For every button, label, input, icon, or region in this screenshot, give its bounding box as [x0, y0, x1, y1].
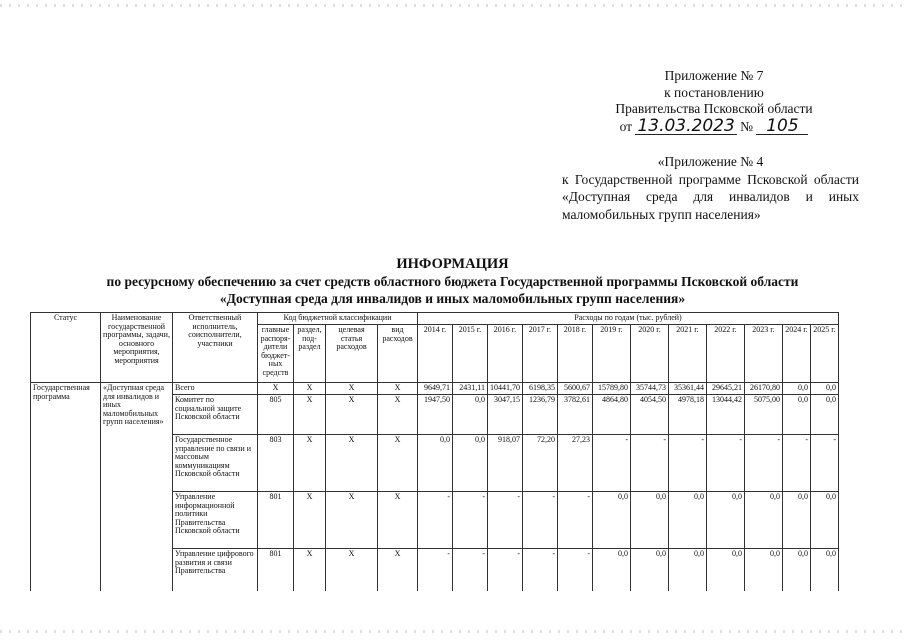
value-cell: 0,0 [783, 395, 811, 435]
executor-cell: Государственное управление по связи и массовым коммуникациям Псковской области [173, 435, 258, 492]
value-cell: 35744,73 [631, 383, 669, 395]
value-cell: 6198,35 [523, 383, 558, 395]
title-line-2: по ресурсному обеспечению за счет средств областного бюджета Государственной программы Псковской области [106, 274, 799, 289]
value-cell: - [631, 435, 669, 492]
header-year: 2018 г. [558, 325, 593, 383]
value-cell: 4054,50 [631, 395, 669, 435]
header-year: 2025 г. [811, 325, 839, 383]
header-year: 2019 г. [593, 325, 631, 383]
header-year: 2016 г. [488, 325, 523, 383]
value-cell: 13044,42 [707, 395, 745, 435]
executor-cell: Комитет по социальной защите Псковской области [173, 395, 258, 435]
header-csr: целевая статья расходов [326, 325, 378, 383]
grbs-cell: 803 [258, 435, 294, 492]
value-cell: - [558, 492, 593, 549]
value-cell: - [669, 435, 707, 492]
program-name-cell: «Доступная среда для инвалидов и иных маломобильных групп населения» [101, 383, 173, 591]
csr-cell: Х [326, 435, 378, 492]
program-appendix-number: «Приложение № 4 [657, 154, 764, 169]
value-cell: 0,0 [811, 383, 839, 395]
header-razdel: раздел, под-раздел [294, 325, 326, 383]
header-year: 2014 г. [418, 325, 453, 383]
program-appendix-body: к Государственной программе Псковской области «Доступная среда для инвалидов и иных маломобильных групп населения» [562, 171, 859, 222]
number-prefix: № [740, 118, 754, 134]
value-cell: 10441,70 [488, 383, 523, 395]
value-cell: 0,0 [783, 549, 811, 591]
grbs-cell: Х [258, 383, 294, 395]
header-year: 2024 г. [783, 325, 811, 383]
value-cell: 1947,50 [418, 395, 453, 435]
value-cell: 3782,61 [558, 395, 593, 435]
executor-cell: Управление информационной политики Правительства Псковской области [173, 492, 258, 549]
scan-noise-top [0, 4, 905, 7]
header-year: 2020 г. [631, 325, 669, 383]
value-cell: - [745, 435, 783, 492]
vr-cell: Х [378, 492, 418, 549]
value-cell: 0,0 [707, 549, 745, 591]
grbs-cell: 801 [258, 492, 294, 549]
vr-cell: Х [378, 383, 418, 395]
header-year: 2017 г. [523, 325, 558, 383]
document-title [20, 255, 885, 307]
value-cell: 27,23 [558, 435, 593, 492]
grbs-cell: 801 [258, 549, 294, 591]
value-cell: 0,0 [593, 549, 631, 591]
value-cell: 0,0 [811, 492, 839, 549]
header-budget-code: Код бюджетной классификации [258, 313, 418, 325]
value-cell: - [523, 492, 558, 549]
razdel-cell: Х [294, 395, 326, 435]
value-cell: 26170,80 [745, 383, 783, 395]
scan-noise-bottom [0, 630, 905, 633]
value-cell: - [811, 435, 839, 492]
value-cell: 0,0 [631, 549, 669, 591]
value-cell: 9649,71 [418, 383, 453, 395]
value-cell: 72,20 [523, 435, 558, 492]
title-main: ИНФОРМАЦИЯ [396, 256, 509, 272]
value-cell: 0,0 [593, 492, 631, 549]
value-cell: 0,0 [453, 395, 488, 435]
table-header-row-1 [31, 313, 839, 325]
handwritten-number: 105 [756, 118, 808, 136]
csr-cell: Х [326, 395, 378, 435]
value-cell: - [523, 549, 558, 591]
value-cell: 0,0 [783, 383, 811, 395]
value-cell: - [418, 492, 453, 549]
value-cell: - [488, 492, 523, 549]
program-appendix-note [562, 153, 859, 223]
csr-cell: Х [326, 549, 378, 591]
value-cell: 0,0 [745, 549, 783, 591]
value-cell: 0,0 [669, 492, 707, 549]
handwritten-date: 13.03.2023 [637, 115, 735, 136]
value-cell: 4864,80 [593, 395, 631, 435]
header-year: 2021 г. [669, 325, 707, 383]
header-year: 2023 г. [745, 325, 783, 383]
csr-cell: Х [326, 383, 378, 395]
value-cell: 5075,00 [745, 395, 783, 435]
value-cell: - [783, 435, 811, 492]
header-vr: вид расходов [378, 325, 418, 383]
value-cell: 29645,21 [707, 383, 745, 395]
value-cell: 0,0 [745, 492, 783, 549]
resolution-ref: к постановлению [664, 84, 764, 100]
value-cell: 0,0 [707, 492, 745, 549]
razdel-cell: Х [294, 383, 326, 395]
value-cell: 0,0 [783, 492, 811, 549]
value-cell: - [453, 549, 488, 591]
header-name: Наименование государственной программы, задачи, основного мероприятия, мероприятия [101, 313, 173, 383]
header-grbs: главные распоря-дители бюджет-ных средств [258, 325, 294, 383]
header-expenses: Расходы по годам (тыс. рублей) [418, 313, 839, 325]
value-cell: 2431,11 [453, 383, 488, 395]
appendix-header [598, 68, 830, 135]
date-prefix: от [619, 118, 633, 134]
value-cell: 0,0 [669, 549, 707, 591]
razdel-cell: Х [294, 435, 326, 492]
value-cell: 0,0 [811, 395, 839, 435]
value-cell: 35361,44 [669, 383, 707, 395]
value-cell: 0,0 [631, 492, 669, 549]
vr-cell: Х [378, 435, 418, 492]
razdel-cell: Х [294, 492, 326, 549]
value-cell: 0,0 [453, 435, 488, 492]
resource-table [30, 312, 839, 591]
government-name: Правительства Псковской области [615, 101, 813, 116]
executor-cell: Всего [173, 383, 258, 395]
grbs-cell: 805 [258, 395, 294, 435]
resolution-date-line [598, 115, 830, 136]
value-cell: - [558, 549, 593, 591]
value-cell: 15789,80 [593, 383, 631, 395]
header-year: 2015 г. [453, 325, 488, 383]
value-cell: 0,0 [418, 435, 453, 492]
status-cell: Государственная программа [31, 383, 101, 591]
value-cell: - [593, 435, 631, 492]
value-cell: - [418, 549, 453, 591]
value-cell: 4978,18 [669, 395, 707, 435]
value-cell: 5600,67 [558, 383, 593, 395]
value-cell: 1236,79 [523, 395, 558, 435]
title-line-3: «Доступная среда для инвалидов и иных маломобильных групп населения» [219, 291, 686, 306]
table-row [31, 383, 839, 395]
value-cell: - [707, 435, 745, 492]
csr-cell: Х [326, 492, 378, 549]
value-cell: - [488, 549, 523, 591]
vr-cell: Х [378, 395, 418, 435]
header-year: 2022 г. [707, 325, 745, 383]
header-status: Статус [31, 313, 101, 383]
appendix-number: Приложение № 7 [664, 68, 764, 83]
value-cell: 3047,15 [488, 395, 523, 435]
value-cell: - [453, 492, 488, 549]
razdel-cell: Х [294, 549, 326, 591]
header-responsible: Ответственный исполнитель, соисполнители, участники [173, 313, 258, 383]
value-cell: 918,07 [488, 435, 523, 492]
executor-cell: Управление цифрового развития и связи Правительства [173, 549, 258, 591]
vr-cell: Х [378, 549, 418, 591]
value-cell: 0,0 [811, 549, 839, 591]
